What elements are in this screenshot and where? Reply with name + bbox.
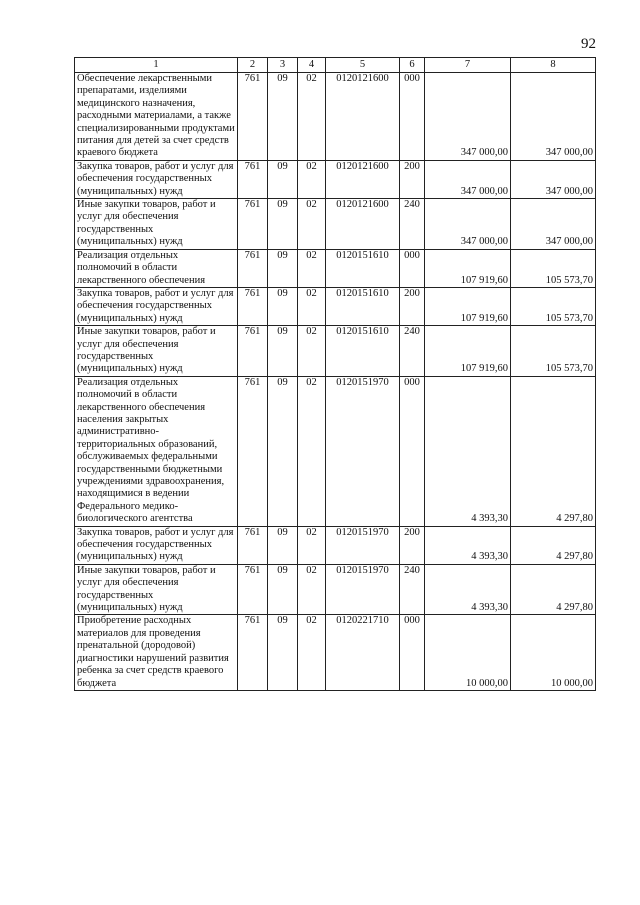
expense-type-cell: 200 <box>400 160 425 198</box>
column-header: 6 <box>400 58 425 73</box>
table-row <box>75 376 596 526</box>
table-row <box>75 199 596 250</box>
table-row <box>75 564 596 615</box>
amount-col8-cell: 105 573,70 <box>511 326 596 377</box>
subsection-code-cell: 02 <box>298 564 326 615</box>
table-row <box>75 326 596 377</box>
item-name-cell: Закупка товаров, работ и услуг для обеспечения государственных (муниципальных) нужд <box>75 526 238 564</box>
amount-col8-cell: 10 000,00 <box>511 615 596 690</box>
section-code-cell: 09 <box>268 615 298 690</box>
amount-col8-cell: 347 000,00 <box>511 73 596 161</box>
target-article-cell: 0120121600 <box>326 160 400 198</box>
section-code-cell: 09 <box>268 199 298 250</box>
section-code-cell: 09 <box>268 526 298 564</box>
target-article-cell: 0120151970 <box>326 376 400 526</box>
item-name-cell: Иные закупки товаров, работ и услуг для обеспечения государственных (муниципальных) нужд <box>75 326 238 377</box>
ministry-code-cell: 761 <box>238 160 268 198</box>
amount-col7-cell: 347 000,00 <box>425 199 511 250</box>
expense-type-cell: 000 <box>400 249 425 287</box>
subsection-code-cell: 02 <box>298 615 326 690</box>
item-name-cell: Реализация отдельных полномочий в области лекарственного обеспечения <box>75 249 238 287</box>
amount-col7-cell: 347 000,00 <box>425 160 511 198</box>
target-article-cell: 0120121600 <box>326 199 400 250</box>
page-number: 92 <box>581 36 596 52</box>
amount-col7-cell: 4 393,30 <box>425 376 511 526</box>
column-header: 2 <box>238 58 268 73</box>
item-name-cell: Иные закупки товаров, работ и услуг для обеспечения государственных (муниципальных) нужд <box>75 199 238 250</box>
amount-col8-cell: 105 573,70 <box>511 249 596 287</box>
target-article-cell: 0120151610 <box>326 326 400 377</box>
amount-col7-cell: 4 393,30 <box>425 526 511 564</box>
ministry-code-cell: 761 <box>238 526 268 564</box>
table-row <box>75 526 596 564</box>
expense-type-cell: 000 <box>400 73 425 161</box>
table-row <box>75 615 596 690</box>
target-article-cell: 0120221710 <box>326 615 400 690</box>
table-header-row <box>75 58 596 73</box>
section-code-cell: 09 <box>268 287 298 325</box>
item-name-cell: Приобретение расходных материалов для проведения пренатальной (дородовой) диагностики нарушений развития ребенка за счет средств краевого бюджета <box>75 615 238 690</box>
amount-col8-cell: 4 297,80 <box>511 376 596 526</box>
ministry-code-cell: 761 <box>238 615 268 690</box>
ministry-code-cell: 761 <box>238 376 268 526</box>
item-name-cell: Реализация отдельных полномочий в области лекарственного обеспечения населения закрытых административно-территориальных образований, обслуживаемых федеральными государственными бюджетными учреждениями здравоохранения, находящимися в ведении Федерального медико-биологического агентства <box>75 376 238 526</box>
subsection-code-cell: 02 <box>298 526 326 564</box>
table-row <box>75 249 596 287</box>
section-code-cell: 09 <box>268 376 298 526</box>
ministry-code-cell: 761 <box>238 287 268 325</box>
subsection-code-cell: 02 <box>298 287 326 325</box>
target-article-cell: 0120151970 <box>326 564 400 615</box>
target-article-cell: 0120121600 <box>326 73 400 161</box>
column-header: 3 <box>268 58 298 73</box>
section-code-cell: 09 <box>268 564 298 615</box>
subsection-code-cell: 02 <box>298 160 326 198</box>
budget-table <box>74 57 596 691</box>
amount-col8-cell: 4 297,80 <box>511 564 596 615</box>
section-code-cell: 09 <box>268 160 298 198</box>
table-row <box>75 73 596 161</box>
expense-type-cell: 200 <box>400 287 425 325</box>
section-code-cell: 09 <box>268 249 298 287</box>
ministry-code-cell: 761 <box>238 564 268 615</box>
amount-col7-cell: 107 919,60 <box>425 249 511 287</box>
column-header: 5 <box>326 58 400 73</box>
subsection-code-cell: 02 <box>298 199 326 250</box>
amount-col7-cell: 4 393,30 <box>425 564 511 615</box>
column-header: 1 <box>75 58 238 73</box>
column-header: 4 <box>298 58 326 73</box>
column-header: 7 <box>425 58 511 73</box>
subsection-code-cell: 02 <box>298 73 326 161</box>
ministry-code-cell: 761 <box>238 249 268 287</box>
expense-type-cell: 000 <box>400 376 425 526</box>
subsection-code-cell: 02 <box>298 376 326 526</box>
target-article-cell: 0120151610 <box>326 249 400 287</box>
ministry-code-cell: 761 <box>238 326 268 377</box>
section-code-cell: 09 <box>268 326 298 377</box>
target-article-cell: 0120151610 <box>326 287 400 325</box>
item-name-cell: Иные закупки товаров, работ и услуг для обеспечения государственных (муниципальных) нужд <box>75 564 238 615</box>
item-name-cell: Обеспечение лекарственными препаратами, изделиями медицинского назначения, расходными материалами, а также специализированными продуктами питания для детей за счет средств краевого бюджета <box>75 73 238 161</box>
amount-col8-cell: 4 297,80 <box>511 526 596 564</box>
amount-col7-cell: 107 919,60 <box>425 287 511 325</box>
expense-type-cell: 200 <box>400 526 425 564</box>
item-name-cell: Закупка товаров, работ и услуг для обеспечения государственных (муниципальных) нужд <box>75 160 238 198</box>
subsection-code-cell: 02 <box>298 326 326 377</box>
target-article-cell: 0120151970 <box>326 526 400 564</box>
amount-col8-cell: 105 573,70 <box>511 287 596 325</box>
amount-col7-cell: 347 000,00 <box>425 73 511 161</box>
ministry-code-cell: 761 <box>238 199 268 250</box>
table-row <box>75 160 596 198</box>
item-name-cell: Закупка товаров, работ и услуг для обеспечения государственных (муниципальных) нужд <box>75 287 238 325</box>
expense-type-cell: 240 <box>400 564 425 615</box>
table-row <box>75 287 596 325</box>
expense-type-cell: 240 <box>400 199 425 250</box>
expense-type-cell: 240 <box>400 326 425 377</box>
expense-type-cell: 000 <box>400 615 425 690</box>
amount-col7-cell: 107 919,60 <box>425 326 511 377</box>
section-code-cell: 09 <box>268 73 298 161</box>
amount-col8-cell: 347 000,00 <box>511 199 596 250</box>
amount-col7-cell: 10 000,00 <box>425 615 511 690</box>
column-header: 8 <box>511 58 596 73</box>
ministry-code-cell: 761 <box>238 73 268 161</box>
subsection-code-cell: 02 <box>298 249 326 287</box>
amount-col8-cell: 347 000,00 <box>511 160 596 198</box>
